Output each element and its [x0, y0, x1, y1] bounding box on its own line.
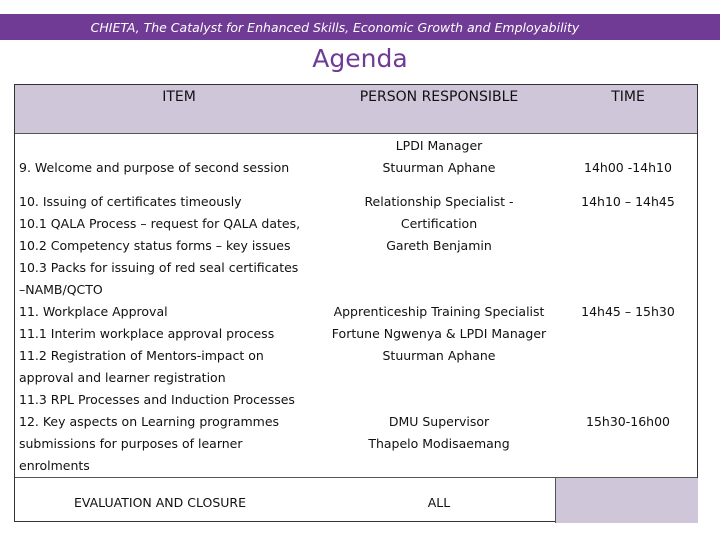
page-title: Agenda [312, 44, 408, 73]
row-4-item [19, 411, 319, 477]
header-banner [0, 14, 720, 40]
row-4-person-line: Thapelo Modisaemang [368, 436, 510, 451]
row-4-time: 15h30-16h00 [586, 414, 670, 429]
header-person-responsible: PERSON RESPONSIBLE [359, 89, 519, 105]
row-3-person [327, 301, 551, 367]
row-3-item-line: 11. Workplace Approval [19, 304, 168, 319]
row-1-item-line: 9. Welcome and purpose of second session [19, 160, 290, 175]
row-2-person-line: Gareth Benjamin [386, 238, 492, 253]
row-2-person-line: Certification [400, 216, 478, 231]
row-2-person-line: Relationship Specialist - [364, 194, 514, 209]
row-2-item-line: 10. Issuing of certificates timeously [19, 194, 242, 209]
header-item: ITEM [162, 89, 196, 105]
agenda-table [14, 84, 698, 522]
row-3-person-line: Apprenticeship Training Specialist [333, 304, 545, 319]
row-4-item-line: enrolments [19, 458, 90, 473]
row-2-item-line: –NAMB/QCTO [19, 282, 103, 297]
row-2-person [327, 191, 551, 257]
row-3-item-line: 11.2 Registration of Mentors-impact on [19, 348, 264, 363]
row-3-item [19, 301, 319, 411]
header-time: TIME [611, 89, 645, 105]
row-4-item-line: 12. Key aspects on Learning programmes [19, 414, 280, 429]
row-2-item-line: 10.2 Competency status forms – key issues [19, 238, 291, 253]
banner-text: CHIETA, The Catalyst for Enhanced Skills, Economic Growth and Employability [90, 19, 580, 35]
row-3-item-line: approval and learner registration [19, 370, 226, 385]
row-1-person-line: LPDI Manager [395, 138, 483, 153]
row-2-item-line: 10.1 QALA Process – request for QALA dates, [19, 216, 301, 231]
closure-time-cell [555, 478, 698, 523]
row-1-person-line: Stuurman Aphane [382, 160, 496, 175]
row-1-item [19, 157, 319, 179]
row-4-person [327, 411, 551, 455]
row-2-item [19, 191, 319, 301]
row-3-person-line: Fortune Ngwenya & LPDI Manager [331, 326, 547, 341]
row-1-time: 14h00 -14h10 [584, 160, 672, 175]
table-header-row [15, 85, 697, 134]
row-1-person [327, 135, 551, 179]
row-3-item-line: 11.3 RPL Processes and Induction Processes [19, 392, 295, 407]
row-3-person-line: Stuurman Aphane [382, 348, 496, 363]
closure-row [15, 477, 697, 523]
closure-person: ALL [427, 495, 451, 510]
closure-item: EVALUATION AND CLOSURE [73, 495, 246, 510]
row-4-person-line: DMU Supervisor [388, 414, 490, 429]
row-3-item-line: 11.1 Interim workplace approval process [19, 326, 275, 341]
row-3-time: 14h45 – 15h30 [581, 304, 675, 319]
row-4-item-line: submissions for purposes of learner [19, 436, 243, 451]
row-2-time: 14h10 – 14h45 [581, 194, 675, 209]
row-2-item-line: 10.3 Packs for issuing of red seal certificates [19, 260, 299, 275]
